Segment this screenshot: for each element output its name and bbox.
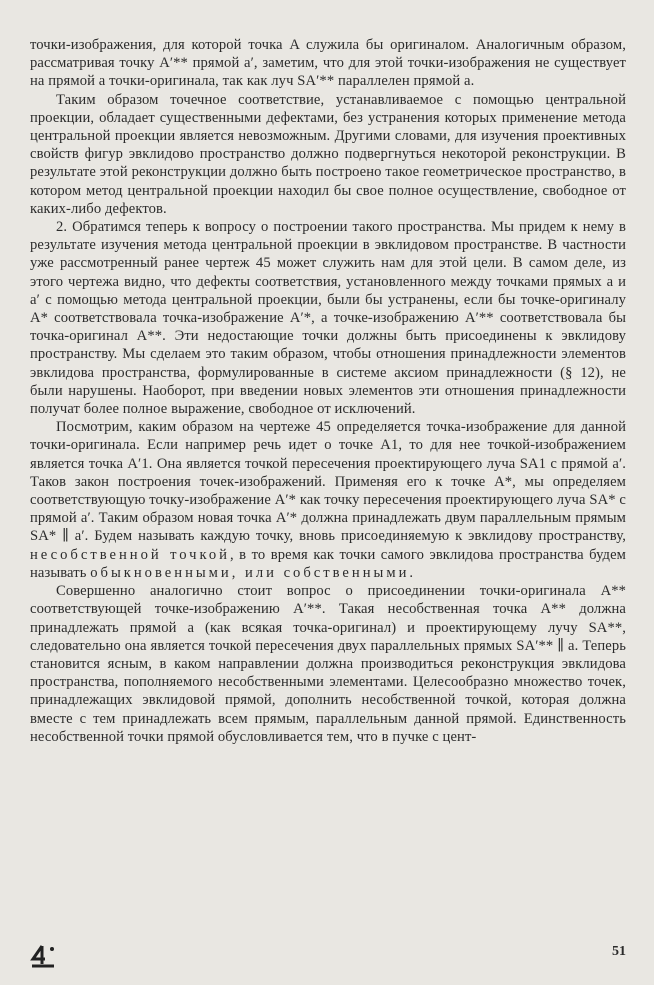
- paragraph-drawing-45-text: Посмотрим, каким образом на чертеже 45 определяется точка-изображение для данной точки-оригинала. Если например речь идет о точке A1, то для нее точкой-изображением является точка A′1. Она является точкой пересечения проектирующего луча SA1 с прямой a′. Таков закон построения точек-изображений. Применяя его к точке A*, мы определяем соответствующую точку-изображение A′* как точку пересечения проектирующего луча SA* с прямой a′. Таким образом новая точка A′* должна принадлежать двум параллельным прямым SA* ∥ a′. Будем называть каждую точку, вновь присоединяемую к эвклидову пространству,: [30, 419, 626, 545]
- paragraph-drawing-45-text-2: , в то время как точки самого эвклидова пространства будем называть: [30, 546, 626, 581]
- signature-4-icon: [30, 944, 58, 970]
- paragraph-drawing-45: [30, 418, 626, 582]
- paragraph-defects: Таким образом точечное соответствие, устанавливаемое с помощью центральной проекции, обладает существенными дефектами, без устранения которых применение метода центральной проекции является невозможным. Другими словами, для изучения проективных свойств фигур эвклидово пространство должно подвергнуться некоторой реконструкции. В результате этой реконструкции должно быть построено такое геометрическое пространство, в котором метод центральной проекции находил бы свое полное осуществление, свободное от каких-либо дефектов.: [30, 91, 626, 217]
- paragraph-continuation: точки-изображения, для которой точка A служила бы оригиналом. Аналогичным образом, рассматривая точку A′** прямой a′, заметим, что для этой точки-изображения не существует на прямой a точки-оригинала, так как луч SA′** параллелен прямой a.: [30, 37, 626, 90]
- paragraph-original-point: Совершенно аналогично стоит вопрос о присоединении точки-оригинала A** соответствующей точке-изображению A′**. Такая несобственная точка A** должна принадлежать прямой a (как всякая точка-оригинал) и проектирующему лучу SA**, следовательно она является точкой пересечения двух параллельных прямых SA′** ∥ a. Теперь становится ясным, в каком направлении должна производиться реконструкция эвклидова пространства, пополняемого несобственными элементами. Целесообразно множество точек, принадлежащих эвклидовой прямой, дополнить несобственной точкой, которая должна вместе с тем принадлежать всем прямым, параллельным данной прямой. Единственность несобственной точки прямой обусловливается тем, что в пучке с цент-: [30, 583, 626, 745]
- term-ordinary-point: обыкновенными, или собственными.: [90, 564, 417, 581]
- printer-signature-mark: [30, 944, 58, 970]
- page-number: 51: [612, 944, 626, 959]
- body-text: [30, 36, 626, 746]
- paragraph-section-2: 2. Обратимся теперь к вопросу о построении такого пространства. Мы придем к нему в результате изучения метода центральной проекции в эвклидовом пространстве. В частности уже рассмотренный ранее чертеж 45 может служить нам для этой цели. В самом деле, из этого чертежа видно, что дефекты соответствия, установленного между точками прямых a и a′ с помощью метода центральной проекции, были бы устранены, если бы точке-оригиналу A* соответствовала точка-изображение A′*, а точке-изображению A′** соответствовала бы точка-оригинал A**. Эти недостающие точки должны быть присоединены к эвклидову пространству. Мы сделаем это таким образом, чтобы отношения принадлежности элементов эвклидова пространства, формулированные в системе аксиом принадлежности (§ 12), не были нарушены. Наоборот, при введении новых элементов эти отношения принадлежности получат более полное выражение, свободное от исключений.: [30, 219, 626, 418]
- page-footer: [30, 944, 626, 974]
- term-improper-point: несобственной точкой: [30, 546, 230, 563]
